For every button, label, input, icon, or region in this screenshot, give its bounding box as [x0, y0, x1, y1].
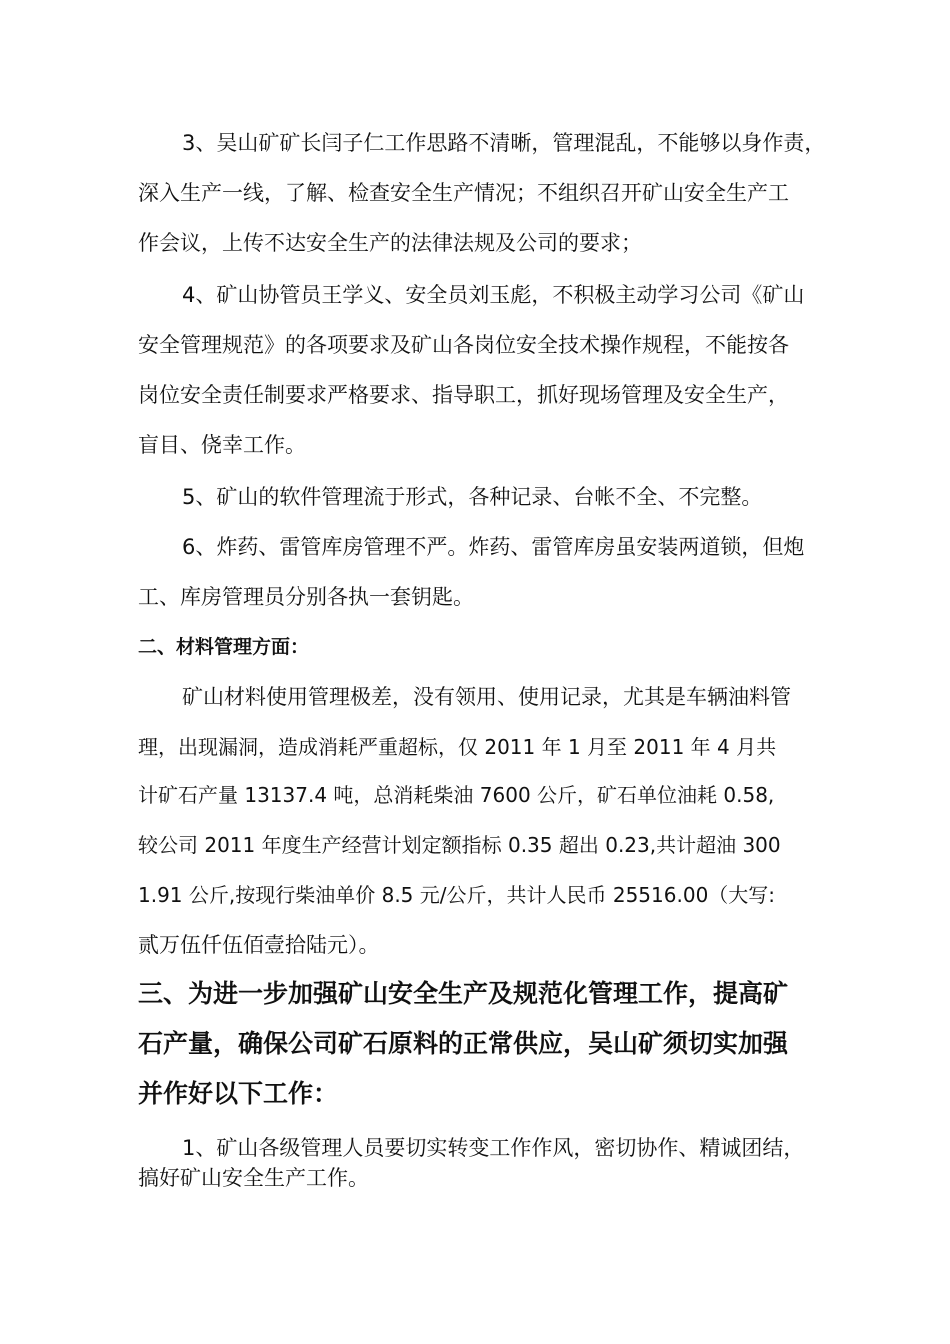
- section-3-heading-line-3: 并作好以下工作：: [138, 1079, 339, 1108]
- paragraph-4-line-2: 安全管理规范》的各项要求及矿山各岗位安全技术操作规程，不能按各: [138, 333, 789, 357]
- paragraph-6-line-1: 6、炸药、雷管库房管理不严。炸药、雷管库房虽安装两道锁，但炮: [182, 535, 805, 559]
- section-2-line-3: 计矿石产量 13137.4 吨，总消耗柴油 7600 公斤，矿石单位油耗 0.58,: [138, 783, 775, 807]
- paragraph-4-line-4: 盲目、侥幸工作。: [138, 433, 306, 457]
- section-3-heading-line-1: 三、为进一步加强矿山安全生产及规范化管理工作，提高矿: [138, 979, 789, 1008]
- paragraph-1-line-1: 1、矿山各级管理人员要切实转变工作作风，密切协作、精诚团结，: [182, 1136, 805, 1160]
- section-2-line-4: 较公司 2011 年度生产经营计划定额指标 0.35 超出 0.23,共计超油 300: [138, 833, 781, 857]
- section-2-line-2: 理，出现漏洞，造成消耗严重超标，仅 2011 年 1 月至 2011 年 4 月共: [138, 735, 777, 759]
- paragraph-3-line-2: 深入生产一线，了解、检查安全生产情况；不组织召开矿山安全生产工: [138, 181, 789, 205]
- paragraph-4-line-1: 4、矿山协管员王学义、安全员刘玉彪，不积极主动学习公司《矿山: [182, 283, 805, 307]
- section-2-line-5: 1.91 公斤,按现行柴油单价 8.5 元/公斤，共计人民币 25516.00（大写:: [138, 883, 776, 907]
- section-2-line-1: 矿山材料使用管理极差，没有领用、使用记录，尤其是车辆油料管: [182, 685, 791, 709]
- paragraph-3-line-3: 作会议，上传不达安全生产的法律法规及公司的要求；: [138, 231, 642, 255]
- section-2-heading: 二、材料管理方面：: [138, 636, 310, 658]
- paragraph-1-line-2: 搞好矿山安全生产工作。: [138, 1166, 369, 1190]
- paragraph-6-line-2: 工、库房管理员分别各执一套钥匙。: [138, 585, 474, 609]
- section-3-heading-line-2: 石产量，确保公司矿石原料的正常供应，吴山矿须切实加强: [138, 1029, 789, 1058]
- section-2-line-6: 贰万伍仟伍佰壹拾陆元）。: [138, 933, 380, 957]
- paragraph-5-line-1: 5、矿山的软件管理流于形式，各种记录、台帐不全、不完整。: [182, 485, 763, 509]
- paragraph-4-line-3: 岗位安全责任制要求严格要求、指导职工，抓好现场管理及安全生产，: [138, 383, 789, 407]
- paragraph-3-line-1: 3、吴山矿矿长闫子仁工作思路不清晰，管理混乱，不能够以身作责，: [182, 131, 826, 155]
